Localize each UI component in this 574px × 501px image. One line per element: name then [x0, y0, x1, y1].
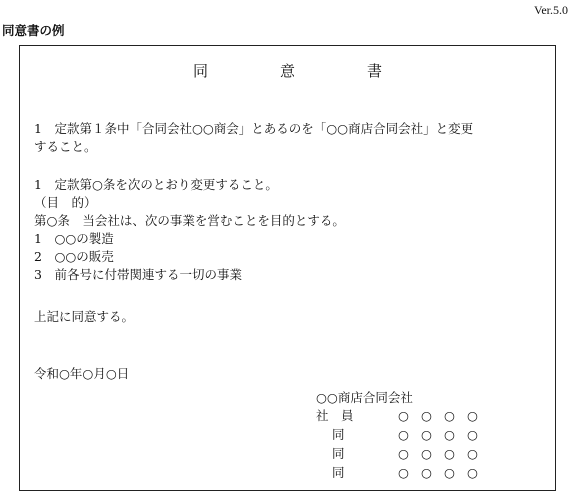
name-placeholder: ○ [421, 465, 432, 480]
name-placeholder: ○ [421, 427, 432, 442]
signature-names [398, 427, 490, 442]
title-char: 意 [279, 62, 295, 80]
signature-names [398, 465, 490, 480]
signature-role: 同 [332, 446, 345, 461]
name-placeholder: ○ [467, 427, 478, 442]
name-placeholder: ○ [444, 465, 455, 480]
article1-line1: 1 定款第１条中「合同会社○○商会」とあるのを「○○商店合同会社」と変更 [34, 121, 474, 136]
name-placeholder: ○ [398, 446, 409, 461]
business-item: 1 ○○の製造 [34, 231, 114, 246]
name-placeholder: ○ [467, 446, 478, 461]
article2-heading: （目 的） [34, 195, 97, 210]
signature-names [398, 408, 490, 423]
name-placeholder: ○ [421, 408, 432, 423]
name-placeholder: ○ [398, 465, 409, 480]
consent-document [19, 45, 556, 491]
name-placeholder: ○ [444, 446, 455, 461]
consent-statement: 上記に同意する。 [34, 309, 135, 324]
article1-line2: すること。 [34, 139, 97, 154]
date-line: 令和○年○月○日 [34, 366, 130, 381]
signature-names [398, 446, 490, 461]
name-placeholder: ○ [398, 427, 409, 442]
business-item: 3 前各号に付帯関連する一切の事業 [34, 267, 242, 282]
name-placeholder: ○ [444, 408, 455, 423]
article2-clause: 第○条 当会社は、次の事業を営むことを目的とする。 [34, 213, 345, 228]
title-char: 書 [367, 62, 383, 80]
name-placeholder: ○ [467, 408, 478, 423]
signature-role: 同 [332, 427, 345, 442]
name-placeholder: ○ [421, 446, 432, 461]
page-title: 同意書の例 [2, 23, 65, 38]
name-placeholder: ○ [467, 465, 478, 480]
document-title [20, 60, 555, 81]
signature-role: 同 [332, 465, 345, 480]
title-char: 同 [192, 62, 208, 80]
article2-line1: 1 定款第○条を次のとおり変更すること。 [34, 177, 278, 192]
name-placeholder: ○ [398, 408, 409, 423]
company-name: ○○商店合同会社 [316, 390, 413, 405]
name-placeholder: ○ [444, 427, 455, 442]
version-label: Ver.5.0 [534, 3, 568, 17]
business-item: 2 ○○の販売 [34, 249, 114, 264]
signature-role: 社 員 [316, 408, 354, 423]
